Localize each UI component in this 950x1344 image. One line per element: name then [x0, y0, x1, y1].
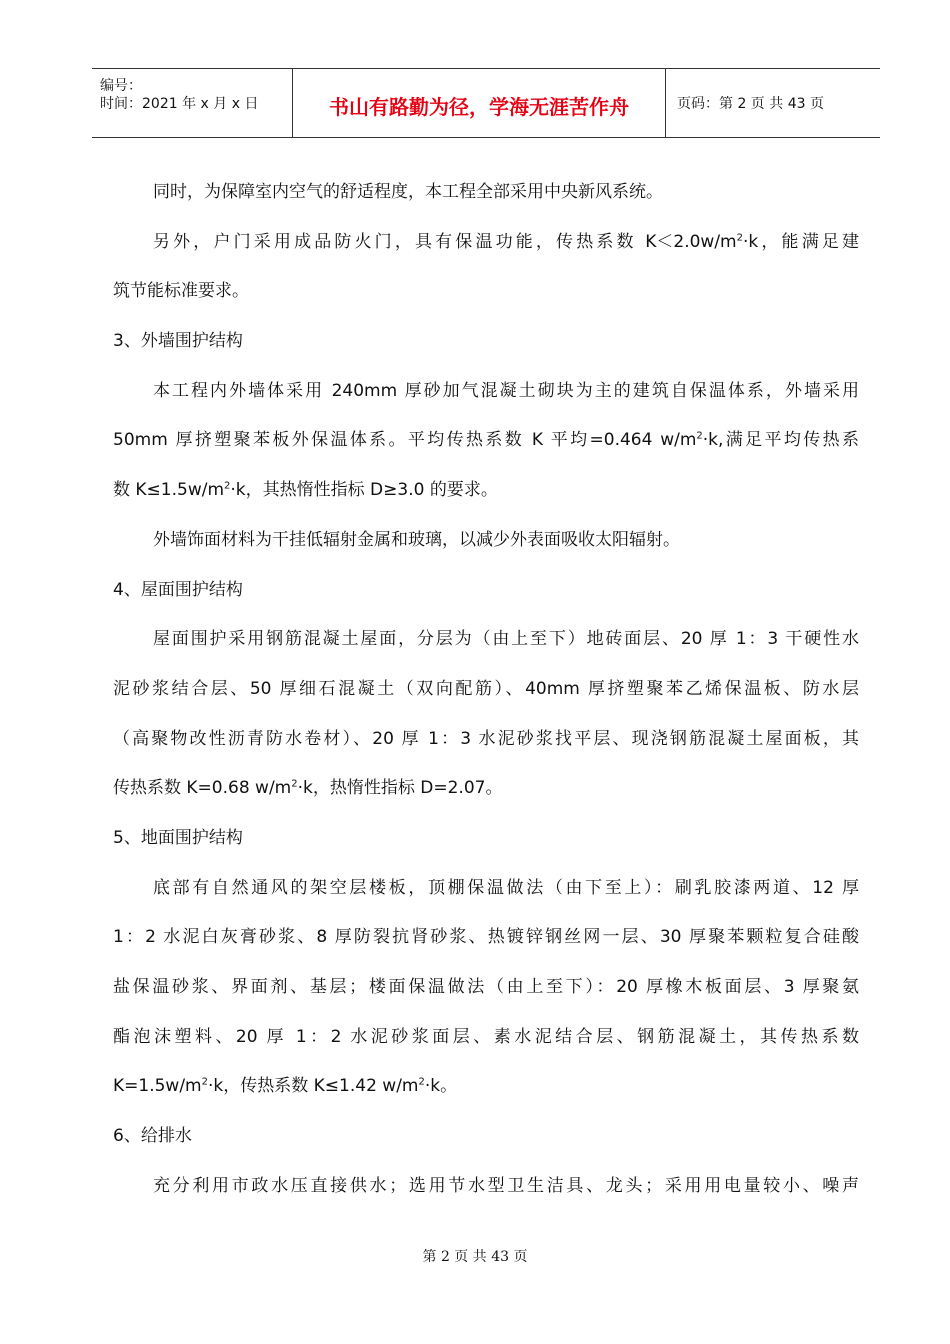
document-body — [113, 168, 859, 1211]
paragraph-line: （高聚物改性沥青防水卷材）、20 厚 1：3 水泥砂浆找平层、现浇钢筋混凝土屋面板，其 — [113, 728, 859, 749]
paragraph-line: 50mm 厚挤塑聚苯板外保温体系。平均传热系数 K 平均=0.464 $w/m^2\cdot k$,满足平均传热系 — [113, 430, 859, 451]
time-label: 时间：2021 年 x 月 x 日 — [100, 96, 259, 112]
paragraph-line: 同时，为保障室内空气的舒适程度，本工程全部采用中央新风系统。 — [153, 182, 663, 202]
paragraph-line: 盐保温砂浆、界面剂、基层；楼面保温做法（由上至下）：20 厚橡木板面层、3 厚聚氨 — [113, 977, 859, 997]
header-page-cell — [665, 69, 880, 137]
paragraph-line: 酯泡沫塑料、20 厚 1：2 水泥砂浆面层、素水泥结合层、钢筋混凝土，其传热系数 — [113, 1026, 859, 1047]
page-header — [92, 68, 880, 138]
paragraph-line: 1：2 水泥白灰膏砂浆、8 厚防裂抗肾砂浆、热镀锌钢丝网一层、30 厚聚苯颗粒复合硅酸 — [113, 927, 859, 948]
section-heading: 3、外墙围护结构 — [113, 331, 243, 352]
paragraph-line: 筑节能标准要求。 — [113, 281, 249, 302]
paragraph-line: 本工程内外墙体采用 240mm 厚砂加气混凝土砌块为主的建筑自保温体系，外墙采用 — [153, 380, 859, 401]
number-label: 编号： — [100, 78, 142, 94]
paragraph-line: 传热系数 K=0.68 $w/m^2\cdot k$，热惰性指标 D=2.07。 — [113, 778, 503, 799]
section-heading: 6、给排水 — [113, 1126, 192, 1147]
header-page-info: 页码：第 2 页 共 43 页 — [677, 96, 824, 112]
page-footer: 第 2 页 共 43 页 — [422, 1249, 528, 1265]
paragraph-line: 外墙饰面材料为干挂低辐射金属和玻璃，以减少外表面吸收太阳辐射。 — [153, 529, 680, 550]
section-heading: 5、地面围护结构 — [113, 827, 243, 848]
section-heading: 4、屋面围护结构 — [113, 579, 243, 600]
header-left-cell — [92, 69, 292, 137]
paragraph-line: 数 $K\le 1.5w/m^2\cdot k$，其热惰性指标 D≥3.0 的要求。 — [113, 480, 498, 501]
header-motto: 书山有路勤为径，学海无涯苦作舟 — [329, 95, 629, 119]
paragraph-line: 泥砂浆结合层、50 厚细石混凝土（双向配筋）、40mm 厚挤塑聚苯乙烯保温板、防水层 — [113, 678, 859, 699]
paragraph-line: $K=1.5w/m^2\cdot k$，传热系数 K≤1.42 $w/m^2\cdot k$。 — [113, 1076, 458, 1097]
paragraph-line: 底部有自然通风的架空层楼板，顶棚保温做法（由下至上）：刷乳胶漆两道、12 厚 — [153, 877, 859, 898]
paragraph-line: 充分利用市政水压直接供水；选用节水型卫生洁具、龙头；采用用电量较小、噪声 — [153, 1175, 859, 1196]
paragraph-line: 屋面围护采用钢筋混凝土屋面，分层为（由上至下）地砖面层、20 厚 1：3 干硬性水 — [153, 629, 859, 650]
header-motto-cell — [292, 69, 666, 137]
paragraph-line: 另外，户门采用成品防火门，具有保温功能，传热系数 $K<2.0w/m^2\cdot k$，能满足建 — [153, 231, 859, 252]
